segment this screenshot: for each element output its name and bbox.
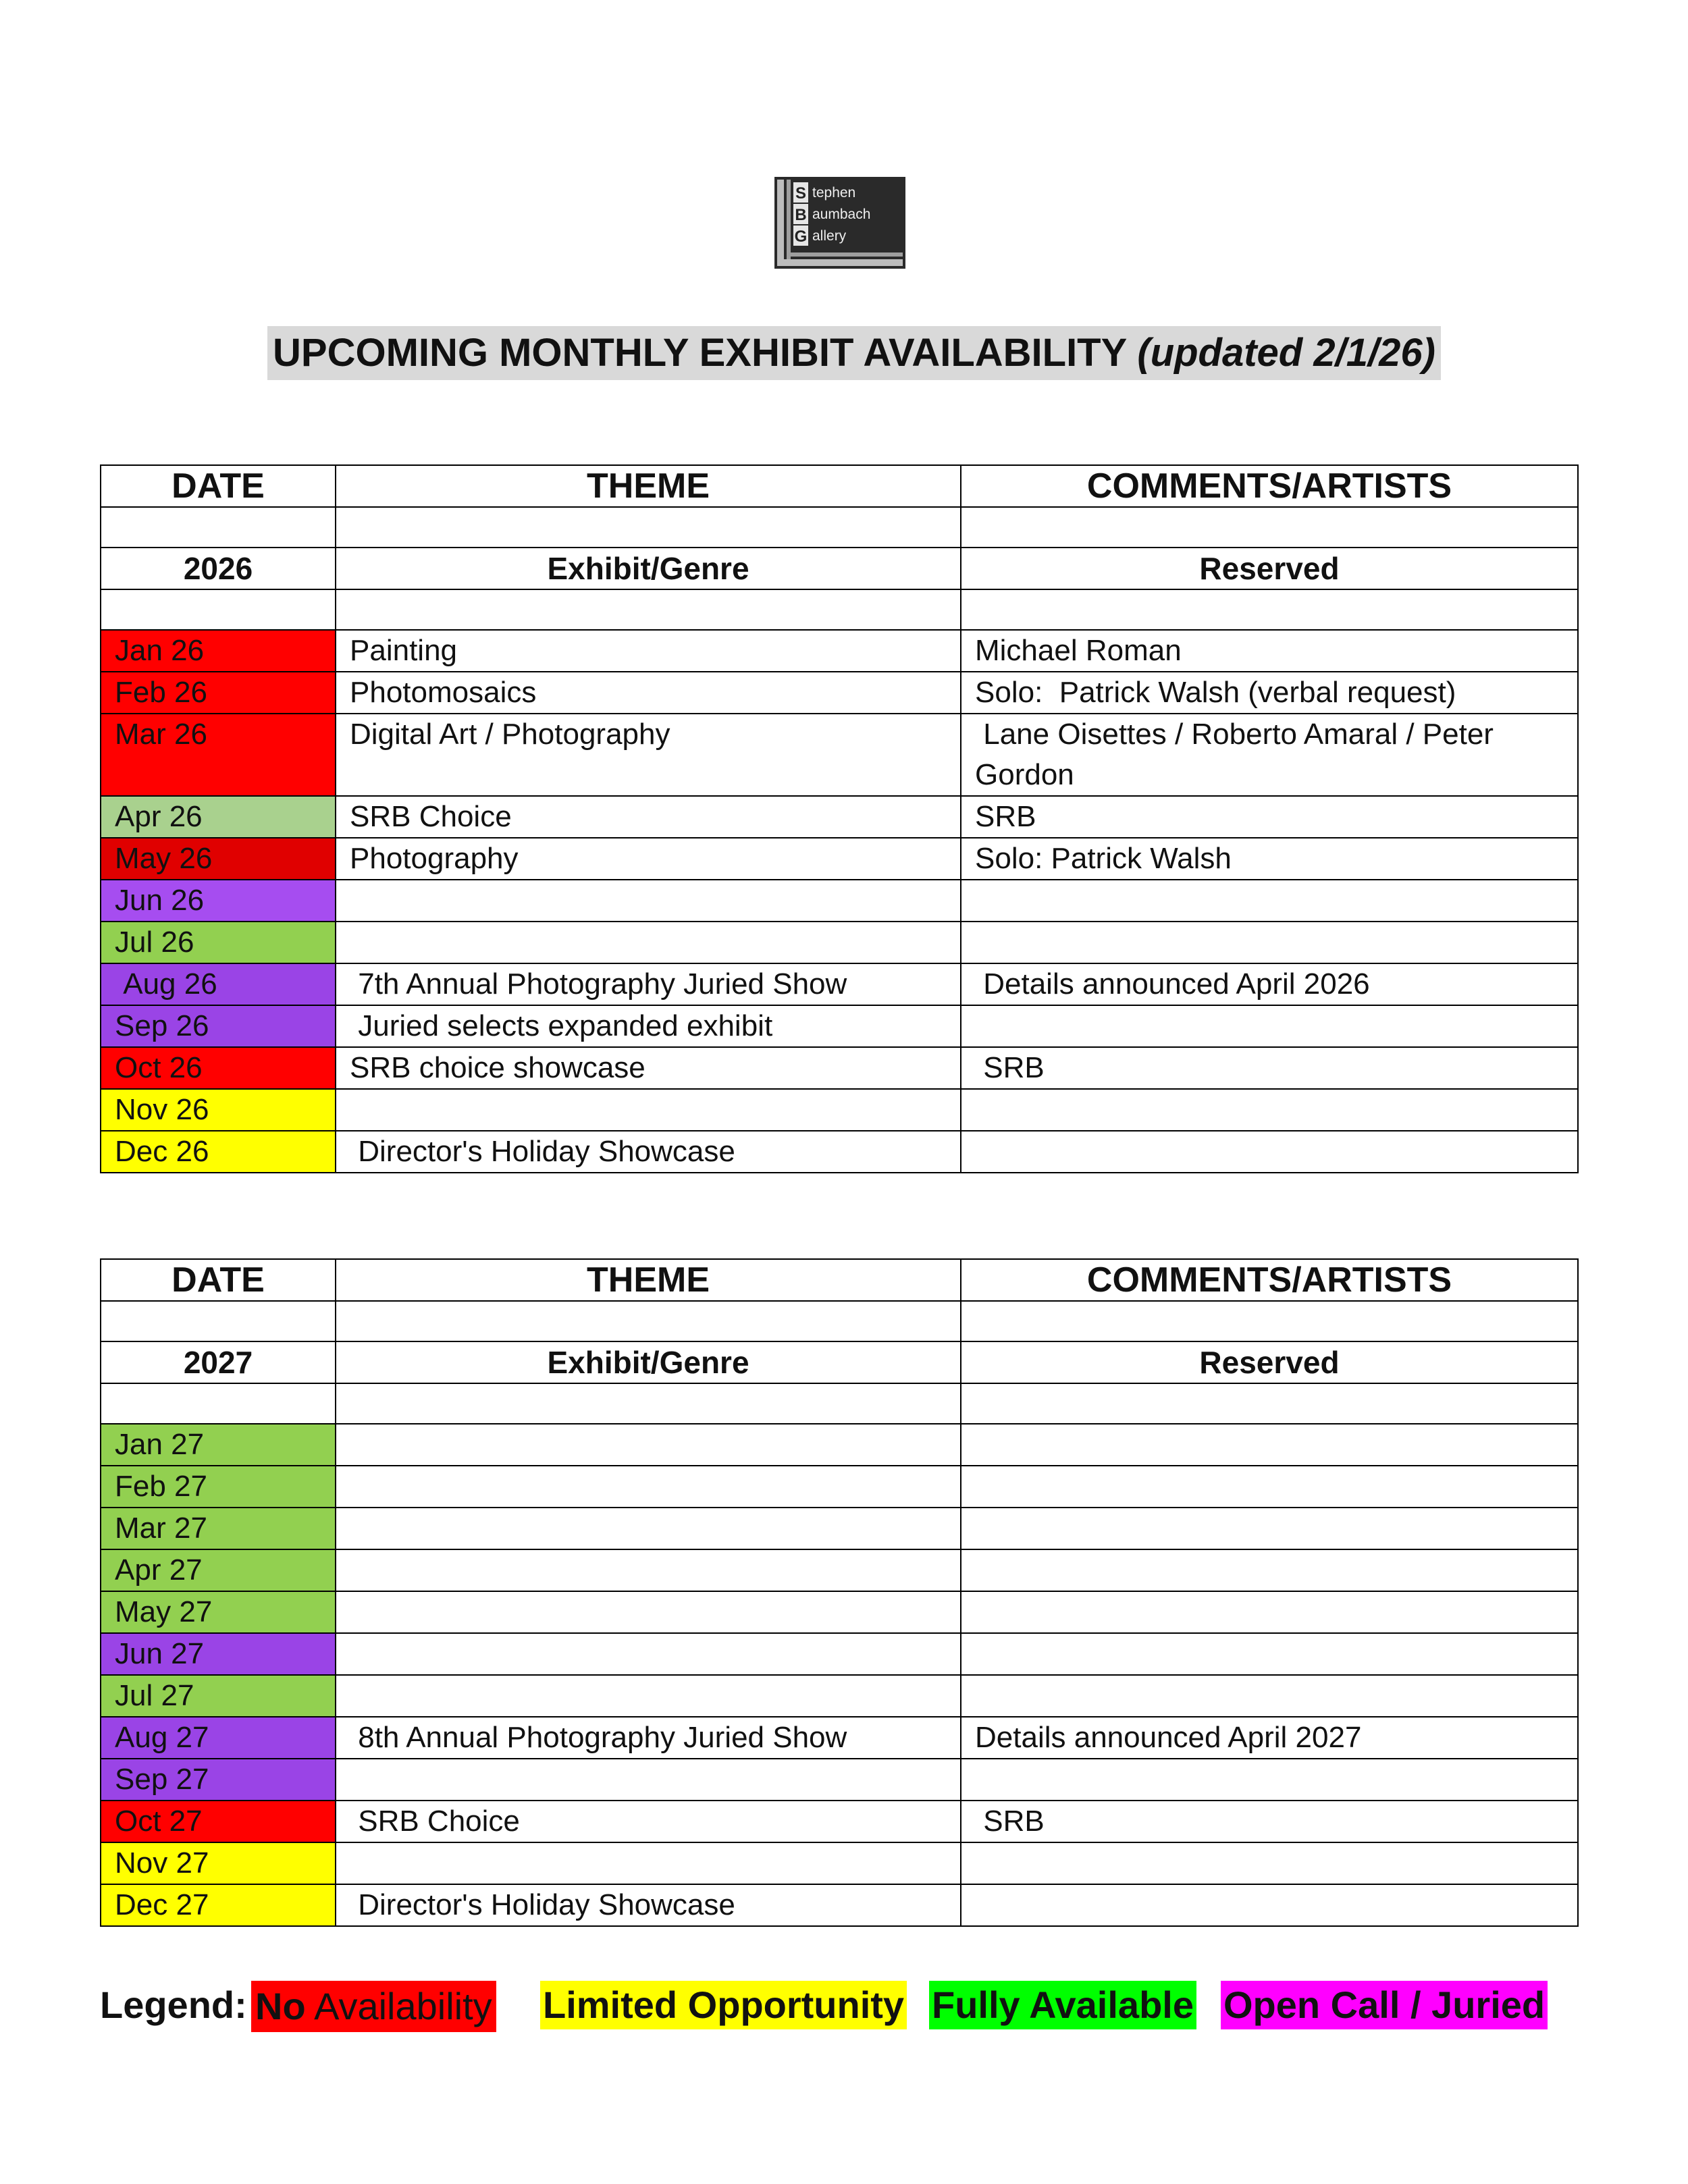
logo-word-allery: allery — [812, 228, 847, 244]
theme-cell — [336, 1508, 961, 1549]
theme-cell: SRB Choice — [336, 796, 961, 838]
legend-limited-opportunity: Limited Opportunity — [540, 1981, 907, 2029]
theme-cell — [336, 1424, 961, 1466]
comments-cell: Solo: Patrick Walsh (verbal request) — [961, 672, 1578, 714]
comments-cell — [961, 1549, 1578, 1591]
table-row — [101, 1131, 1578, 1173]
date-cell: Oct 26 — [101, 1047, 336, 1089]
date-cell: Jan 26 — [101, 630, 336, 672]
date-cell: Jul 27 — [101, 1675, 336, 1717]
gallery-logo — [774, 177, 905, 269]
logo-word-aumbach: aumbach — [812, 207, 871, 222]
table-row — [101, 838, 1578, 880]
year-cell: 2027 — [101, 1341, 336, 1383]
date-cell: Dec 26 — [101, 1131, 336, 1173]
reserved-label: Reserved — [961, 1341, 1578, 1383]
table-row — [101, 963, 1578, 1005]
table-header-row — [101, 1259, 1578, 1301]
logo-word-tephen: tephen — [812, 185, 856, 201]
genre-label: Exhibit/Genre — [336, 548, 961, 589]
table-row — [101, 1759, 1578, 1801]
date-cell: Mar 26 — [101, 714, 336, 796]
legend-no-availability-a: No — [255, 1985, 306, 2027]
theme-cell — [336, 1549, 961, 1591]
logo-letter-s: S — [795, 184, 807, 203]
theme-cell: 7th Annual Photography Juried Show — [336, 963, 961, 1005]
date-cell: Aug 26 — [101, 963, 336, 1005]
table-row — [101, 1466, 1578, 1508]
date-cell: Feb 26 — [101, 672, 336, 714]
table-row — [101, 1549, 1578, 1591]
date-cell: Dec 27 — [101, 1884, 336, 1926]
header-comments: COMMENTS/ARTISTS — [961, 465, 1578, 507]
blank-row — [101, 1301, 1578, 1341]
legend-no-availability-b: Availability — [305, 1985, 492, 2027]
theme-cell — [336, 1089, 961, 1131]
comments-cell — [961, 1466, 1578, 1508]
blank-row — [101, 507, 1578, 548]
date-cell: Jul 26 — [101, 922, 336, 963]
table-row — [101, 796, 1578, 838]
theme-cell — [336, 880, 961, 922]
date-cell: Sep 26 — [101, 1005, 336, 1047]
table-row — [101, 1801, 1578, 1842]
theme-cell: Juried selects expanded exhibit — [336, 1005, 961, 1047]
comments-cell — [961, 1675, 1578, 1717]
comments-cell: Details announced April 2027 — [961, 1717, 1578, 1759]
subheader-row — [101, 1341, 1578, 1383]
table-row — [101, 1424, 1578, 1466]
table-row — [101, 1717, 1578, 1759]
theme-cell: Photomosaics — [336, 672, 961, 714]
date-cell: Mar 27 — [101, 1508, 336, 1549]
theme-cell — [336, 1466, 961, 1508]
comments-cell — [961, 1591, 1578, 1633]
comments-cell: SRB — [961, 1801, 1578, 1842]
comments-cell — [961, 880, 1578, 922]
schedule-table-2027 — [100, 1258, 1579, 1927]
header-date: DATE — [101, 1259, 336, 1301]
table-row — [101, 1508, 1578, 1549]
table-row — [101, 672, 1578, 714]
theme-cell: 8th Annual Photography Juried Show — [336, 1717, 961, 1759]
comments-cell — [961, 1131, 1578, 1173]
date-cell: Nov 26 — [101, 1089, 336, 1131]
blank-row — [101, 589, 1578, 630]
header-date: DATE — [101, 465, 336, 507]
theme-cell — [336, 1675, 961, 1717]
legend — [100, 1981, 1585, 2032]
legend-no-availability — [251, 1981, 496, 2032]
year-cell: 2026 — [101, 548, 336, 589]
theme-cell: SRB Choice — [336, 1801, 961, 1842]
header-theme: THEME — [336, 465, 961, 507]
table-row — [101, 630, 1578, 672]
theme-cell — [336, 1842, 961, 1884]
comments-cell: SRB — [961, 796, 1578, 838]
table-row — [101, 1842, 1578, 1884]
comments-cell — [961, 1842, 1578, 1884]
table-header-row — [101, 465, 1578, 507]
comments-cell — [961, 1508, 1578, 1549]
date-cell: Nov 27 — [101, 1842, 336, 1884]
table-row — [101, 1633, 1578, 1675]
reserved-label: Reserved — [961, 548, 1578, 589]
blank-row — [101, 1383, 1578, 1424]
theme-cell: Digital Art / Photography — [336, 714, 961, 796]
date-cell: Apr 26 — [101, 796, 336, 838]
schedule-table-2026 — [100, 464, 1579, 1173]
title-main: UPCOMING MONTHLY EXHIBIT AVAILABILITY — [273, 331, 1138, 375]
title-updated: (updated 2/1/26) — [1137, 331, 1435, 375]
header-comments: COMMENTS/ARTISTS — [961, 1259, 1578, 1301]
comments-cell — [961, 1089, 1578, 1131]
comments-cell — [961, 1759, 1578, 1801]
table-row — [101, 1591, 1578, 1633]
comments-cell — [961, 1424, 1578, 1466]
comments-cell: Solo: Patrick Walsh — [961, 838, 1578, 880]
date-cell: Jun 27 — [101, 1633, 336, 1675]
date-cell: May 26 — [101, 838, 336, 880]
theme-cell — [336, 922, 961, 963]
legend-label: Legend: — [100, 1983, 247, 2026]
theme-cell: Director's Holiday Showcase — [336, 1131, 961, 1173]
comments-cell — [961, 1633, 1578, 1675]
table-row — [101, 1884, 1578, 1926]
theme-cell — [336, 1633, 961, 1675]
date-cell: Apr 27 — [101, 1549, 336, 1591]
legend-open-call-juried: Open Call / Juried — [1221, 1981, 1548, 2029]
logo-letter-b: B — [795, 206, 807, 224]
table-row — [101, 1005, 1578, 1047]
theme-cell: SRB choice showcase — [336, 1047, 961, 1089]
date-cell: Feb 27 — [101, 1466, 336, 1508]
comments-cell: Lane Oisettes / Roberto Amaral / Peter Gordon — [961, 714, 1578, 796]
date-cell: Oct 27 — [101, 1801, 336, 1842]
legend-fully-available: Fully Available — [929, 1981, 1196, 2029]
comments-cell — [961, 1005, 1578, 1047]
table-row — [101, 1675, 1578, 1717]
comments-cell: SRB — [961, 1047, 1578, 1089]
comments-cell: Michael Roman — [961, 630, 1578, 672]
logo-letter-g: G — [794, 228, 808, 246]
date-cell: Jun 26 — [101, 880, 336, 922]
theme-cell: Painting — [336, 630, 961, 672]
table-row — [101, 1047, 1578, 1089]
comments-cell — [961, 922, 1578, 963]
comments-cell — [961, 1884, 1578, 1926]
subheader-row — [101, 548, 1578, 589]
table-row — [101, 714, 1578, 796]
theme-cell: Photography — [336, 838, 961, 880]
page-title — [267, 326, 1441, 380]
date-cell: Aug 27 — [101, 1717, 336, 1759]
theme-cell: Director's Holiday Showcase — [336, 1884, 961, 1926]
header-theme: THEME — [336, 1259, 961, 1301]
date-cell: Jan 27 — [101, 1424, 336, 1466]
comments-cell: Details announced April 2026 — [961, 963, 1578, 1005]
table-row — [101, 880, 1578, 922]
date-cell: May 27 — [101, 1591, 336, 1633]
date-cell: Sep 27 — [101, 1759, 336, 1801]
theme-cell — [336, 1591, 961, 1633]
genre-label: Exhibit/Genre — [336, 1341, 961, 1383]
table-row — [101, 922, 1578, 963]
table-row — [101, 1089, 1578, 1131]
theme-cell — [336, 1759, 961, 1801]
